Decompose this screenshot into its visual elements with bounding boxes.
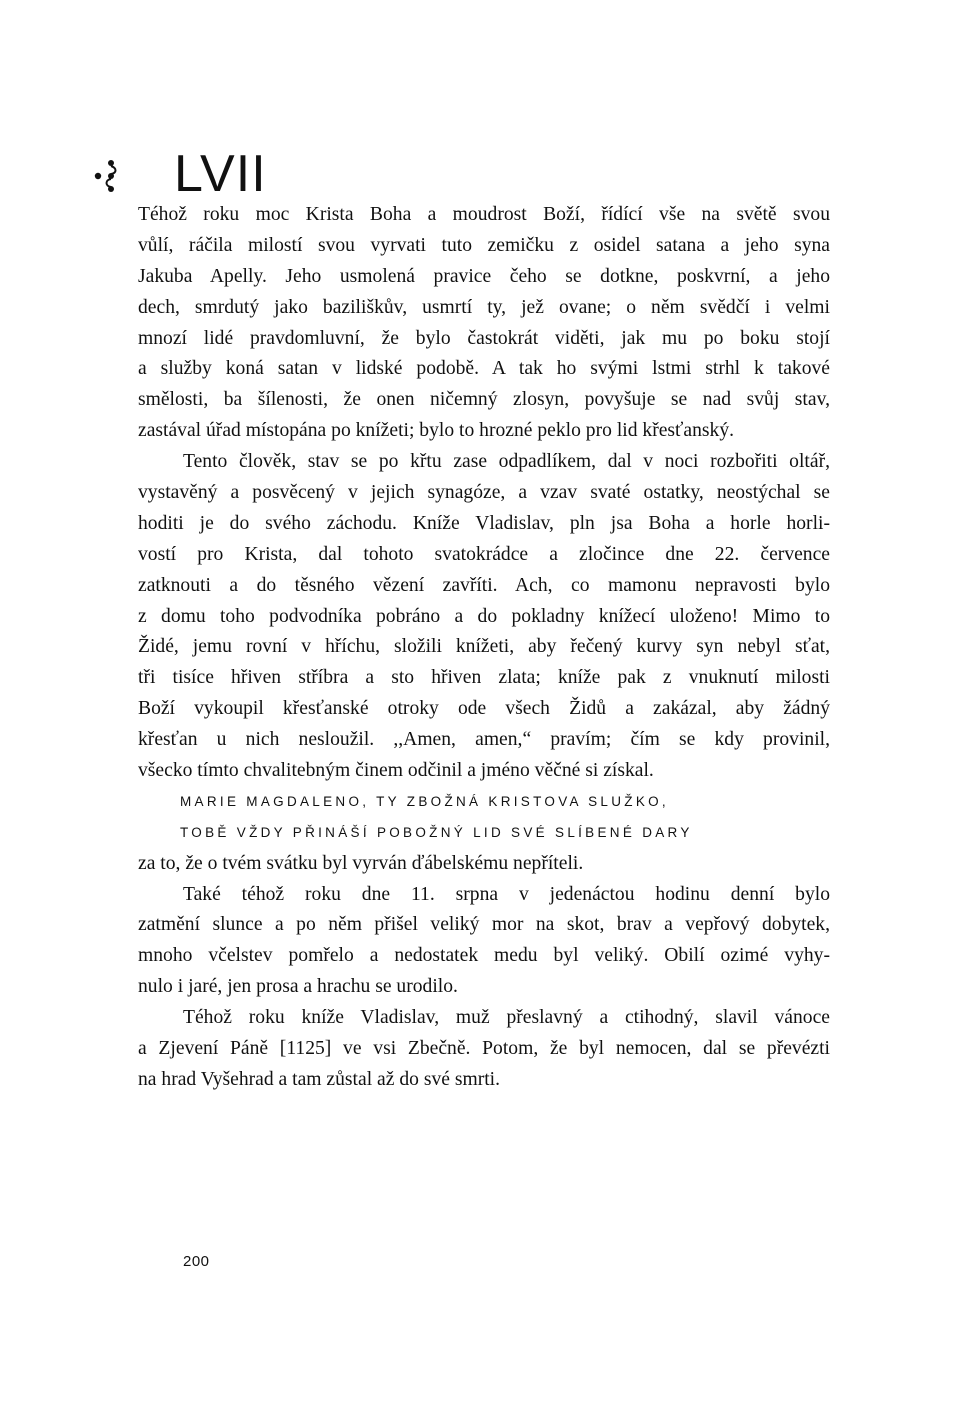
text-line: vůlí, ráčila milostí svou vyrvati tuto zemičku z osidel satana a jeho syna xyxy=(138,234,830,256)
text-line: zatmění slunce a po něm přišel veliký mor na skot, brav a vepřový dobytek, xyxy=(138,914,830,936)
text-line: z domu toho podvodníka pobráno a do pokladny knížecí uloženo! Mimo to xyxy=(138,605,830,627)
chapter-text xyxy=(138,200,830,1096)
verse-inscription xyxy=(138,787,830,849)
text-line: zatknouti a do těsného vězení zavříti. Ach, co mamonu nepravosti bylo xyxy=(138,574,830,596)
text-line: na hrad Vyšehrad a tam zůstal až do své smrti. xyxy=(138,1068,501,1090)
fleuron-dots-icon xyxy=(94,159,122,195)
text-line: a Zjevení Páně [1125] ve vsi Zbečně. Potom, že byl nemocen, dal se převézti xyxy=(138,1038,830,1060)
text-line: zastával úřad místopána po knížeti; bylo to hrozné peklo pro lid křesťanský. xyxy=(138,420,735,442)
text-line: hoditi je do svého záchodu. Kníže Vladislav, pln jsa Boha a horle horli- xyxy=(138,512,830,534)
paragraph xyxy=(138,880,830,1004)
paragraph xyxy=(138,200,830,447)
verse-line: MARIE MAGDALENO, TY ZBOŽNÁ KRISTOVA SLUŽKO, xyxy=(180,793,669,809)
text-line: Téhož roku moc Krista Boha a moudrost Boží, řídící vše na světě svou xyxy=(138,204,830,225)
page-number: 200 xyxy=(183,1253,210,1270)
text-line: dech, smrdutý jako baziliškův, usmrtí ty, jež ovane; o něm svědčí i velmi xyxy=(138,296,830,318)
text-line: Židé, jemu rovní v hříchu, složili knížeti, aby řečený kurvy syn nebyl sťat, xyxy=(138,636,830,658)
text-line: za to, že o tvém svátku byl vyrván ďábelskému nepříteli. xyxy=(138,852,584,874)
paragraph xyxy=(138,447,830,787)
text-line: vystavěný a posvěcený v jejich synagóze, a vzav svaté ostatky, neostýchal se xyxy=(138,482,830,504)
text-line: mnozí lidé pravdomluvní, že bylo častokrát viděti, jak mu po boku stojí xyxy=(138,327,830,349)
text-line: Jakuba Apelly. Jeho usmolená pravice čeho se dotkne, poskvrní, a jeho xyxy=(138,265,830,287)
text-line: Tento člověk, stav se po křtu zase odpadlíkem, dal v noci rozbořiti oltář, xyxy=(183,451,830,473)
text-line: Boží vykoupil křesťanské otroky ode všech Židů a zakázal, aby žádný xyxy=(138,698,830,720)
text-line: všecko tímto chvalitebným činem odčinil a jméno věčné si získal. xyxy=(138,760,654,782)
text-line: Téhož roku kníže Vladislav, muž přeslavný a ctihodný, slavil vánoce xyxy=(183,1007,830,1029)
chapter-number: LVII xyxy=(174,145,267,203)
text-line: a služby koná satan v lidské podobě. A tak ho svými lstmi strhl k takové xyxy=(138,358,830,380)
text-line: nulo i jaré, jen prosa a hrachu se urodilo. xyxy=(138,976,458,998)
text-line: mnoho včelstev pomřelo a nedostatek medu byl veliký. Obilí ozimé vyhy- xyxy=(138,945,830,967)
paragraph xyxy=(138,1003,830,1096)
verse-line: TOBĚ VŽDY PŘINÁŠÍ POBOŽNÝ LID SVÉ SLÍBENÉ DARY xyxy=(180,824,693,840)
text-line: vostí pro Krista, dal tohoto svatokrádce a zločince dne 22. července xyxy=(138,543,830,565)
text-line: tři tisíce hřiven stříbra a sto hřiven zlata; kníže pak z vnuknutí milosti xyxy=(138,667,830,689)
text-line: křesťan u nich nesloužil. ,,Amen, amen,“ pravím; čím se kdy provinil, xyxy=(138,729,830,751)
text-line: smělosti, ba šílenosti, že onen ničemný zlosyn, povyšuje se nad svůj stav, xyxy=(138,389,830,411)
text-line: Také téhož roku dne 11. srpna v jedenáctou hodinu denní bylo xyxy=(183,883,830,905)
